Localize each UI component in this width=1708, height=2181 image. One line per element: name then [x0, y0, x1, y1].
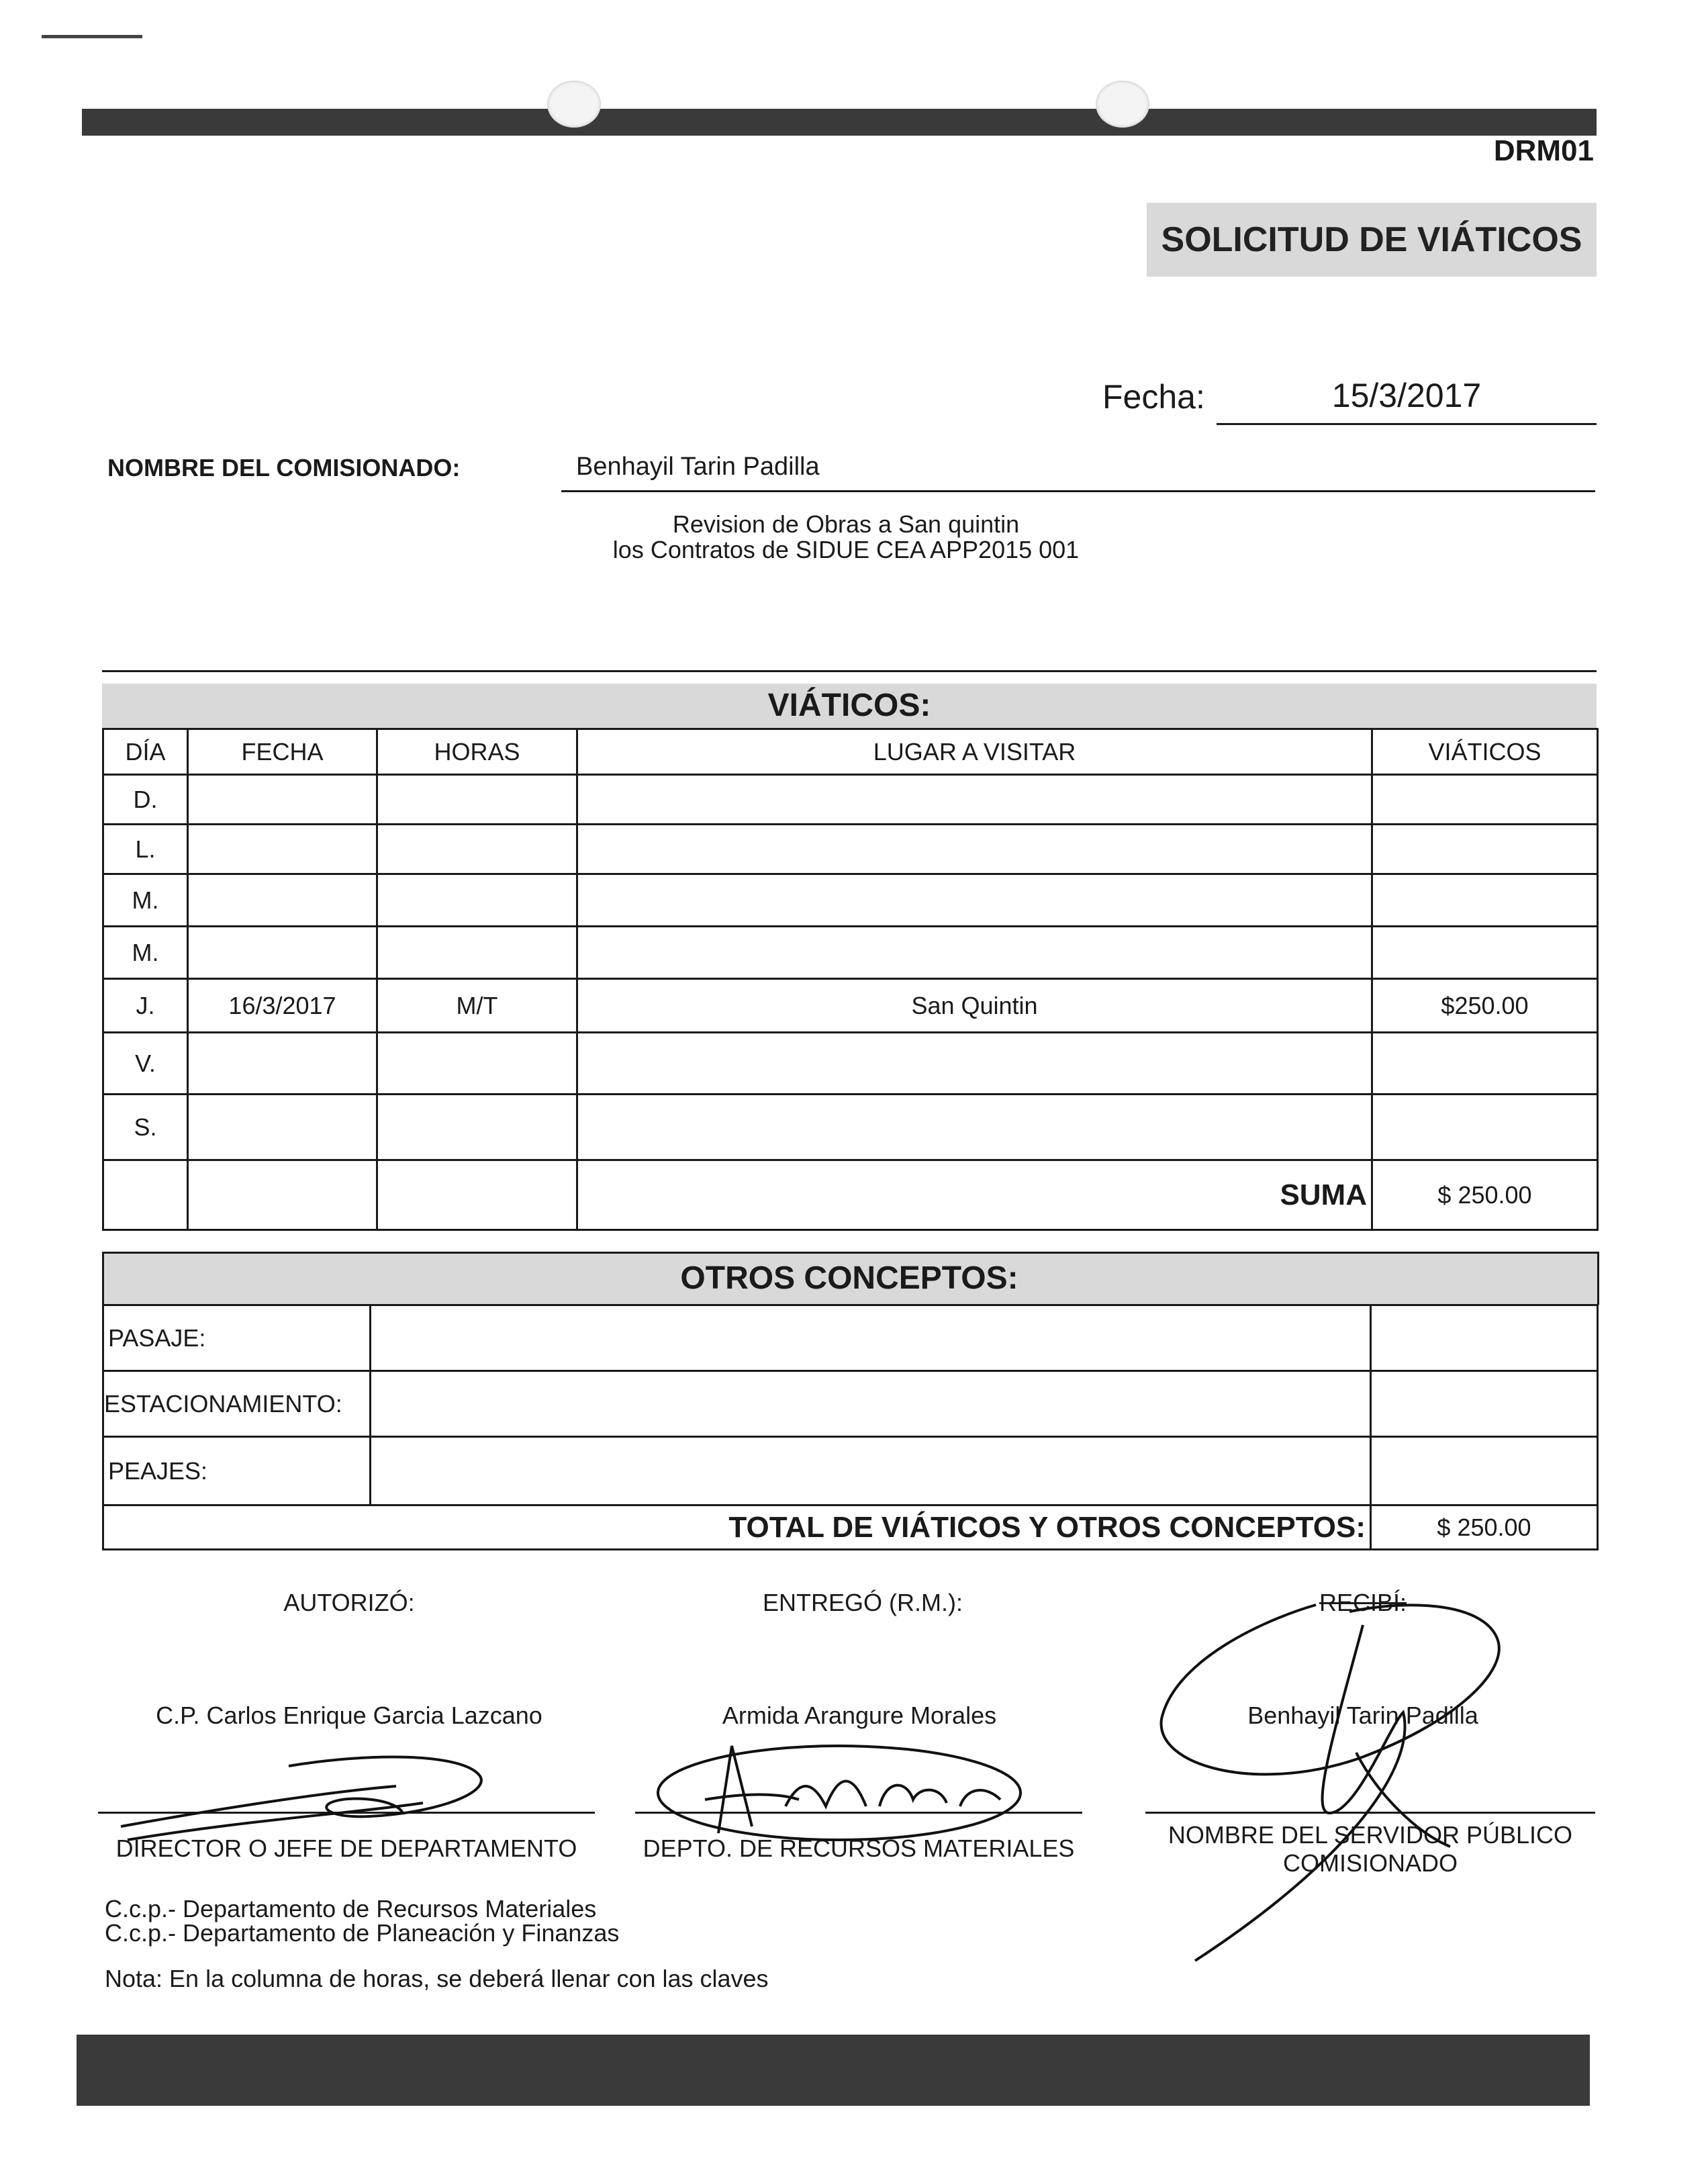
otros-label-peajes: PEAJES: [103, 1437, 371, 1505]
viaticos-table [102, 728, 1599, 1231]
table-row [103, 775, 1598, 825]
table-row [103, 1305, 1598, 1371]
cell-viaticos[interactable] [1372, 825, 1598, 874]
viaticos-header-row [103, 729, 1598, 775]
otros-desc[interactable] [371, 1371, 1371, 1437]
recibi-signature [1135, 1591, 1551, 1967]
cell-empty [103, 1160, 188, 1230]
cell-lugar[interactable] [577, 1033, 1372, 1095]
header-viaticos: VIÁTICOS [1372, 729, 1598, 775]
recibi-role-line-1: NOMBRE DEL SERVIDOR PÚBLICO [1168, 1821, 1573, 1849]
table-row [103, 1095, 1598, 1160]
viaticos-title: VIÁTICOS: [767, 688, 931, 723]
autorizo-signature [114, 1739, 584, 1847]
header-dia: DÍA [103, 729, 188, 775]
cell-horas[interactable]: M/T [377, 979, 577, 1033]
scan-mark [42, 35, 142, 38]
punch-hole-left [547, 81, 601, 128]
comisionado-label: NOMBRE DEL COMISIONADO: [107, 454, 461, 481]
cell-dia: J. [103, 979, 188, 1033]
recibi-heading: RECIBÍ: [1319, 1589, 1407, 1616]
cell-horas[interactable] [377, 927, 577, 979]
recibi-role-line-2: COMISIONADO [1282, 1849, 1458, 1877]
table-row [103, 825, 1598, 874]
fecha-label: Fecha: [1102, 378, 1205, 416]
cell-dia: S. [103, 1095, 188, 1160]
table-row [103, 1437, 1598, 1505]
bottom-band [77, 2035, 1590, 2106]
cell-lugar[interactable] [577, 1095, 1372, 1160]
table-row [103, 1371, 1598, 1437]
cell-lugar[interactable]: San Quintin [577, 979, 1372, 1033]
suma-row [103, 1160, 1598, 1230]
otros-label-estacionamiento: ESTACIONAMIENTO: [103, 1371, 371, 1437]
cell-dia: M. [103, 927, 188, 979]
otros-desc[interactable] [371, 1437, 1371, 1505]
total-value: $ 250.00 [1371, 1505, 1598, 1550]
cell-viaticos[interactable] [1372, 1095, 1598, 1160]
otros-amount[interactable] [1371, 1305, 1598, 1371]
header-lugar: LUGAR A VISITAR [577, 729, 1372, 775]
ccp-line-1: C.c.p.- Departamento de Recursos Materiales [105, 1895, 597, 1922]
otros-label-pasaje: PASAJE: [103, 1305, 371, 1371]
otros-desc[interactable] [371, 1305, 1371, 1371]
top-band [82, 109, 1597, 136]
header-horas: HORAS [377, 729, 577, 775]
cell-horas[interactable] [377, 1033, 577, 1095]
table-row [103, 979, 1598, 1033]
autorizo-heading: AUTORIZÓ: [283, 1589, 415, 1616]
form-title: SOLICITUD DE VIÁTICOS [1161, 220, 1582, 259]
cell-fecha[interactable] [188, 927, 377, 979]
entrego-signature [624, 1706, 1068, 1853]
cell-viaticos[interactable] [1372, 1033, 1598, 1095]
cell-viaticos[interactable] [1372, 874, 1598, 927]
cell-viaticos[interactable] [1372, 927, 1598, 979]
autorizo-name: C.P. Carlos Enrique Garcia Lazcano [156, 1702, 542, 1729]
cell-viaticos[interactable]: $250.00 [1372, 979, 1598, 1033]
cell-dia: M. [103, 874, 188, 927]
recibi-name: Benhayil Tarin Padilla [1247, 1702, 1478, 1729]
cell-fecha[interactable] [188, 1033, 377, 1095]
motivo-line-1: Revision de Obras a San quintin [672, 510, 1020, 538]
comisionado-underline [561, 490, 1595, 492]
suma-label: SUMA [577, 1160, 1372, 1230]
entrego-heading: ENTREGÓ (R.M.): [763, 1589, 963, 1616]
otros-amount[interactable] [1371, 1371, 1598, 1437]
fecha-underline [1217, 423, 1597, 425]
cell-lugar[interactable] [577, 874, 1372, 927]
ccp-line-2: C.c.p.- Departamento de Planeación y Finanzas [105, 1919, 620, 1947]
otros-amount[interactable] [1371, 1437, 1598, 1505]
cell-empty [188, 1160, 377, 1230]
cell-dia: V. [103, 1033, 188, 1095]
cell-empty [377, 1160, 577, 1230]
cell-viaticos[interactable] [1372, 775, 1598, 825]
entrego-name: Armida Arangure Morales [722, 1702, 997, 1729]
form-code: DRM01 [1493, 134, 1594, 167]
comisionado-value: Benhayil Tarin Padilla [576, 453, 820, 481]
fecha-value: 15/3/2017 [1331, 377, 1482, 414]
otros-title: OTROS CONCEPTOS: [680, 1260, 1018, 1296]
header-fecha: FECHA [188, 729, 377, 775]
total-row [103, 1505, 1598, 1550]
cell-horas[interactable] [377, 825, 577, 874]
table-row [103, 1033, 1598, 1095]
cell-lugar[interactable] [577, 775, 1372, 825]
suma-value: $ 250.00 [1372, 1160, 1598, 1230]
cell-horas[interactable] [377, 874, 577, 927]
cell-lugar[interactable] [577, 825, 1372, 874]
punch-hole-right [1096, 81, 1149, 128]
entrego-role: DEPTO. DE RECURSOS MATERIALES [643, 1835, 1075, 1862]
cell-horas[interactable] [377, 1095, 577, 1160]
cell-dia: D. [103, 775, 188, 825]
otros-table [102, 1304, 1599, 1550]
table-row [103, 874, 1598, 927]
cell-fecha[interactable]: 16/3/2017 [188, 979, 377, 1033]
table-row [103, 927, 1598, 979]
cell-lugar[interactable] [577, 927, 1372, 979]
cell-horas[interactable] [377, 775, 577, 825]
motivo-line-2: los Contratos de SIDUE CEA APP2015 001 [612, 536, 1080, 563]
cell-dia: L. [103, 825, 188, 874]
total-label: TOTAL DE VIÁTICOS Y OTROS CONCEPTOS: [103, 1505, 1371, 1550]
section-divider [102, 670, 1597, 672]
cell-fecha[interactable] [188, 874, 377, 927]
cell-fecha[interactable] [188, 1095, 377, 1160]
cell-fecha[interactable] [188, 825, 377, 874]
cell-fecha[interactable] [188, 775, 377, 825]
nota: Nota: En la columna de horas, se deberá llenar con las claves [105, 1965, 769, 1992]
autorizo-role: DIRECTOR O JEFE DE DEPARTAMENTO [115, 1835, 577, 1862]
